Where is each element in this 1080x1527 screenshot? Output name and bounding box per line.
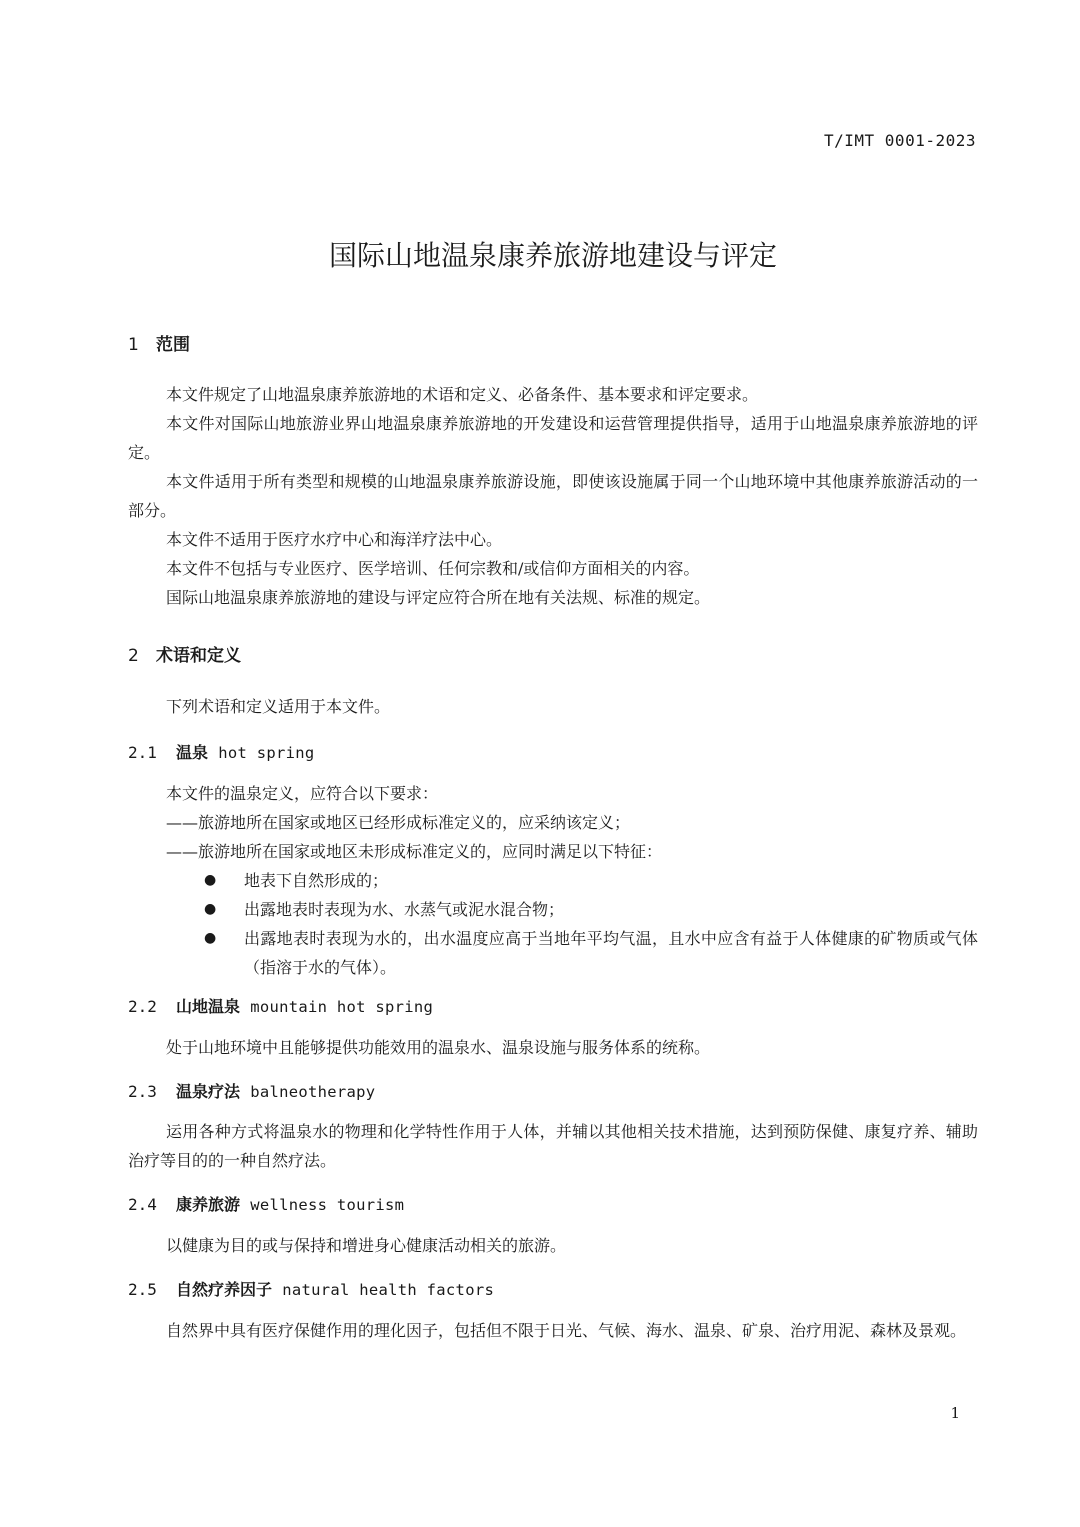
term-chinese: 温泉疗法 [176,1082,241,1101]
term-2-1-bullet-3 [204,924,978,982]
term-2-1-dash-2: ——旅游地所在国家或地区未形成标准定义的，应同时满足以下特征： [166,842,663,861]
scope-paragraph-2: 本文件对国际山地旅游业界山地温泉康养旅游地的开发建设和运营管理提供指导，适用于山地温泉康养旅游地的评定。 [128,414,978,462]
term-chinese: 山地温泉 [176,997,241,1016]
scope-paragraph-5: 本文件不包括与专业医疗、医学培训、任何宗教和/或信仰方面相关的内容。 [166,559,700,578]
bullet-text: 地表下自然形成的； [244,871,389,890]
section-title: 术语和定义 [156,646,241,666]
term-2-4-definition: 以健康为目的或与保持和增进身心健康活动相关的旅游。 [166,1236,567,1255]
bullet-text: 出露地表时表现为水的，出水温度应高于当地年平均气温，且水中应含有益于人体健康的矿物质或气体（指溶于水的气体）。 [244,929,978,977]
term-2-1-bullet-2 [204,895,978,924]
term-number: 2.4 [128,1195,157,1214]
term-2-4-heading [128,1192,404,1215]
section-title: 范围 [156,335,190,355]
scope-paragraph-4: 本文件不适用于医疗水疗中心和海洋疗法中心。 [166,530,503,549]
term-2-1-bullet-1 [204,866,978,895]
page-number: 1 [950,1404,960,1422]
bullet-icon: ● [204,901,217,917]
scope-paragraph-1: 本文件规定了山地温泉康养旅游地的术语和定义、必备条件、基本要求和评定要求。 [166,385,759,404]
term-english: hot spring [218,744,315,762]
term-2-1-heading [128,740,315,763]
section-2-heading [128,641,241,666]
scope-paragraph-3: 本文件适用于所有类型和规模的山地温泉康养旅游设施，即使该设施属于同一个山地环境中其他康养旅游活动的一部分。 [128,472,978,520]
term-english: balneotherapy [250,1083,376,1101]
term-2-1-dash-1: ——旅游地所在国家或地区已经形成标准定义的，应采纳该定义； [166,813,631,832]
term-english: natural health factors [282,1281,495,1299]
term-2-5-heading [128,1277,494,1300]
term-2-5-definition: 自然界中具有医疗保健作用的理化因子，包括但不限于日光、气候、海水、温泉、矿泉、治疗用泥、森林及景观。 [166,1321,967,1340]
section-1-heading [128,330,190,355]
terms-intro: 下列术语和定义适用于本文件。 [166,697,391,716]
bullet-text: 出露地表时表现为水、水蒸气或泥水混合物； [244,900,565,919]
term-2-2-heading [128,994,433,1017]
bullet-icon: ● [204,930,217,946]
section-number: 2 [128,646,139,666]
term-english: wellness tourism [250,1196,405,1214]
term-chinese: 温泉 [176,743,209,762]
section-number: 1 [128,335,139,355]
term-chinese: 康养旅游 [176,1195,241,1214]
term-2-1-intro: 本文件的温泉定义，应符合以下要求： [166,784,439,803]
term-number: 2.5 [128,1280,157,1299]
term-number: 2.2 [128,997,157,1016]
term-english: mountain hot spring [250,998,434,1016]
document-title: 国际山地温泉康养旅游地建设与评定 [328,239,777,272]
term-2-3-definition: 运用各种方式将温泉水的物理和化学特性作用于人体，并辅以其他相关技术措施，达到预防保健、康复疗养、辅助治疗等目的的一种自然疗法。 [128,1122,978,1170]
bullet-icon: ● [204,872,217,888]
term-2-2-definition: 处于山地环境中且能够提供功能效用的温泉水、温泉设施与服务体系的统称。 [166,1038,711,1057]
scope-paragraph-6: 国际山地温泉康养旅游地的建设与评定应符合所在地有关法规、标准的规定。 [166,588,711,607]
term-number: 2.1 [128,743,157,762]
term-number: 2.3 [128,1082,157,1101]
standard-code: T/IMT 0001-2023 [824,131,976,150]
term-2-3-heading [128,1079,375,1102]
term-chinese: 自然疗养因子 [176,1280,273,1299]
